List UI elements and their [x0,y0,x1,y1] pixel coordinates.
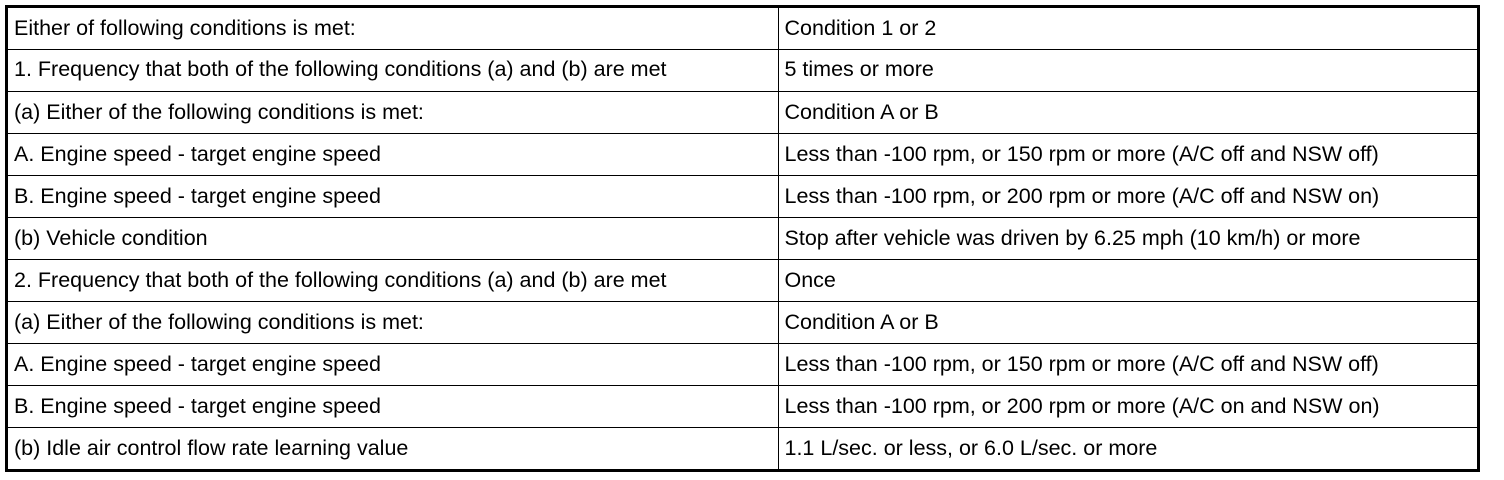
conditions-table [8,8,1477,469]
conditions-table-frame [5,5,1480,472]
value-cell: Condition A or B [778,302,1477,344]
table-row [8,217,1477,259]
table-row [8,133,1477,175]
condition-cell: B. Engine speed - target engine speed [8,386,778,428]
condition-cell: (b) Vehicle condition [8,217,778,259]
value-cell: Once [778,260,1477,302]
condition-cell: 2. Frequency that both of the following conditions (a) and (b) are met [8,260,778,302]
value-cell: 1.1 L/sec. or less, or 6.0 L/sec. or more [778,428,1477,469]
table-row [8,260,1477,302]
table-row [8,428,1477,469]
value-cell: Stop after vehicle was driven by 6.25 mph (10 km/h) or more [778,217,1477,259]
table-row [8,302,1477,344]
condition-cell: Either of following conditions is met: [8,8,778,49]
value-cell: Less than -100 rpm, or 200 rpm or more (A/C off and NSW on) [778,175,1477,217]
table-row [8,91,1477,133]
condition-cell: (a) Either of the following conditions is met: [8,91,778,133]
condition-cell: (a) Either of the following conditions is met: [8,302,778,344]
value-cell: 5 times or more [778,49,1477,91]
condition-cell: A. Engine speed - target engine speed [8,344,778,386]
condition-cell: (b) Idle air control flow rate learning value [8,428,778,469]
condition-cell: A. Engine speed - target engine speed [8,133,778,175]
table-row [8,8,1477,49]
value-cell: Less than -100 rpm, or 150 rpm or more (A/C off and NSW off) [778,344,1477,386]
table-row [8,49,1477,91]
condition-cell: 1. Frequency that both of the following conditions (a) and (b) are met [8,49,778,91]
condition-cell: B. Engine speed - target engine speed [8,175,778,217]
value-cell: Condition A or B [778,91,1477,133]
table-row [8,175,1477,217]
value-cell: Less than -100 rpm, or 200 rpm or more (A/C on and NSW on) [778,386,1477,428]
value-cell: Less than -100 rpm, or 150 rpm or more (A/C off and NSW off) [778,133,1477,175]
table-row [8,386,1477,428]
value-cell: Condition 1 or 2 [778,8,1477,49]
table-row [8,344,1477,386]
